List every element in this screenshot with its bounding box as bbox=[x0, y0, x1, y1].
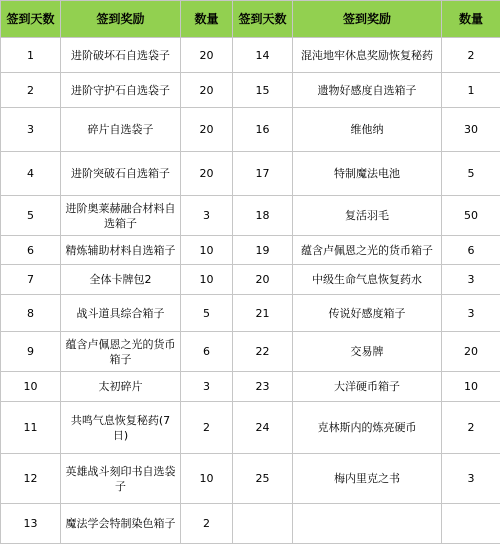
day-cell: 25 bbox=[233, 454, 293, 504]
day-cell: 21 bbox=[233, 295, 293, 332]
quantity-cell: 2 bbox=[181, 504, 233, 544]
day-cell: 22 bbox=[233, 332, 293, 372]
reward-cell: 全体卡牌包2 bbox=[61, 265, 181, 295]
header-day-2: 签到天数 bbox=[233, 1, 293, 38]
table-row bbox=[1, 108, 500, 152]
quantity-cell: 10 bbox=[181, 265, 233, 295]
header-reward-2: 签到奖励 bbox=[293, 1, 442, 38]
quantity-cell: 5 bbox=[442, 152, 500, 196]
reward-cell: 梅内里克之书 bbox=[293, 454, 442, 504]
table-row bbox=[1, 236, 500, 265]
quantity-cell: 20 bbox=[181, 38, 233, 73]
quantity-cell: 3 bbox=[442, 265, 500, 295]
reward-cell: 英雄战斗刻印书自选袋子 bbox=[61, 454, 181, 504]
table-row bbox=[1, 454, 500, 504]
header-row bbox=[1, 1, 500, 38]
table-row bbox=[1, 152, 500, 196]
day-cell: 13 bbox=[1, 504, 61, 544]
quantity-cell: 20 bbox=[181, 108, 233, 152]
day-cell: 18 bbox=[233, 196, 293, 236]
reward-cell: 克林斯内的炼亮硬币 bbox=[293, 402, 442, 454]
reward-cell: 碎片自选袋子 bbox=[61, 108, 181, 152]
reward-cell: 进阶守护石自选袋子 bbox=[61, 73, 181, 108]
quantity-cell: 10 bbox=[181, 454, 233, 504]
table-row bbox=[1, 372, 500, 402]
reward-cell: 蕴含卢佩恩之光的货币箱子 bbox=[293, 236, 442, 265]
reward-cell bbox=[293, 504, 442, 544]
reward-cell: 魔法学会特制染色箱子 bbox=[61, 504, 181, 544]
reward-cell: 复活羽毛 bbox=[293, 196, 442, 236]
reward-cell: 进阶奥莱赫融合材料自选箱子 bbox=[61, 196, 181, 236]
header-reward-1: 签到奖励 bbox=[61, 1, 181, 38]
header-qty-2: 数量 bbox=[442, 1, 500, 38]
table-body bbox=[1, 38, 500, 544]
reward-cell: 传说好感度箱子 bbox=[293, 295, 442, 332]
day-cell: 8 bbox=[1, 295, 61, 332]
quantity-cell: 2 bbox=[442, 38, 500, 73]
quantity-cell: 10 bbox=[442, 372, 500, 402]
quantity-cell: 3 bbox=[181, 372, 233, 402]
reward-cell: 战斗道具综合箱子 bbox=[61, 295, 181, 332]
reward-cell: 进阶破坏石自选袋子 bbox=[61, 38, 181, 73]
quantity-cell: 3 bbox=[442, 454, 500, 504]
day-cell: 6 bbox=[1, 236, 61, 265]
day-cell: 23 bbox=[233, 372, 293, 402]
quantity-cell: 30 bbox=[442, 108, 500, 152]
quantity-cell bbox=[442, 504, 500, 544]
quantity-cell: 6 bbox=[442, 236, 500, 265]
quantity-cell: 6 bbox=[181, 332, 233, 372]
day-cell: 15 bbox=[233, 73, 293, 108]
day-cell: 14 bbox=[233, 38, 293, 73]
day-cell: 12 bbox=[1, 454, 61, 504]
day-cell: 1 bbox=[1, 38, 61, 73]
table-row bbox=[1, 402, 500, 454]
reward-cell: 混沌地牢休息奖励恢复秘药 bbox=[293, 38, 442, 73]
reward-cell: 精炼辅助材料自选箱子 bbox=[61, 236, 181, 265]
table-row bbox=[1, 332, 500, 372]
header-day-1: 签到天数 bbox=[1, 1, 61, 38]
table-row bbox=[1, 73, 500, 108]
quantity-cell: 2 bbox=[442, 402, 500, 454]
reward-cell: 共鸣气息恢复秘药(7日) bbox=[61, 402, 181, 454]
table-row bbox=[1, 38, 500, 73]
day-cell: 19 bbox=[233, 236, 293, 265]
reward-cell: 遗物好感度自选箱子 bbox=[293, 73, 442, 108]
table-row bbox=[1, 265, 500, 295]
quantity-cell: 1 bbox=[442, 73, 500, 108]
day-cell: 4 bbox=[1, 152, 61, 196]
day-cell: 24 bbox=[233, 402, 293, 454]
quantity-cell: 10 bbox=[181, 236, 233, 265]
reward-cell: 中级生命气息恢复药水 bbox=[293, 265, 442, 295]
table-row bbox=[1, 196, 500, 236]
quantity-cell: 20 bbox=[181, 152, 233, 196]
day-cell: 7 bbox=[1, 265, 61, 295]
day-cell: 9 bbox=[1, 332, 61, 372]
quantity-cell: 20 bbox=[181, 73, 233, 108]
reward-cell: 特制魔法电池 bbox=[293, 152, 442, 196]
quantity-cell: 50 bbox=[442, 196, 500, 236]
day-cell: 5 bbox=[1, 196, 61, 236]
day-cell: 3 bbox=[1, 108, 61, 152]
day-cell: 2 bbox=[1, 73, 61, 108]
table-row bbox=[1, 295, 500, 332]
reward-cell: 蕴含卢佩恩之光的货币箱子 bbox=[61, 332, 181, 372]
day-cell: 16 bbox=[233, 108, 293, 152]
quantity-cell: 3 bbox=[442, 295, 500, 332]
quantity-cell: 20 bbox=[442, 332, 500, 372]
quantity-cell: 5 bbox=[181, 295, 233, 332]
table-row bbox=[1, 504, 500, 544]
reward-cell: 大洋硬币箱子 bbox=[293, 372, 442, 402]
day-cell: 17 bbox=[233, 152, 293, 196]
reward-cell: 太初碎片 bbox=[61, 372, 181, 402]
day-cell bbox=[233, 504, 293, 544]
quantity-cell: 3 bbox=[181, 196, 233, 236]
day-cell: 11 bbox=[1, 402, 61, 454]
day-cell: 20 bbox=[233, 265, 293, 295]
header-qty-1: 数量 bbox=[181, 1, 233, 38]
reward-cell: 进阶突破石自选箱子 bbox=[61, 152, 181, 196]
reward-cell: 交易牌 bbox=[293, 332, 442, 372]
day-cell: 10 bbox=[1, 372, 61, 402]
quantity-cell: 2 bbox=[181, 402, 233, 454]
reward-cell: 维他纳 bbox=[293, 108, 442, 152]
